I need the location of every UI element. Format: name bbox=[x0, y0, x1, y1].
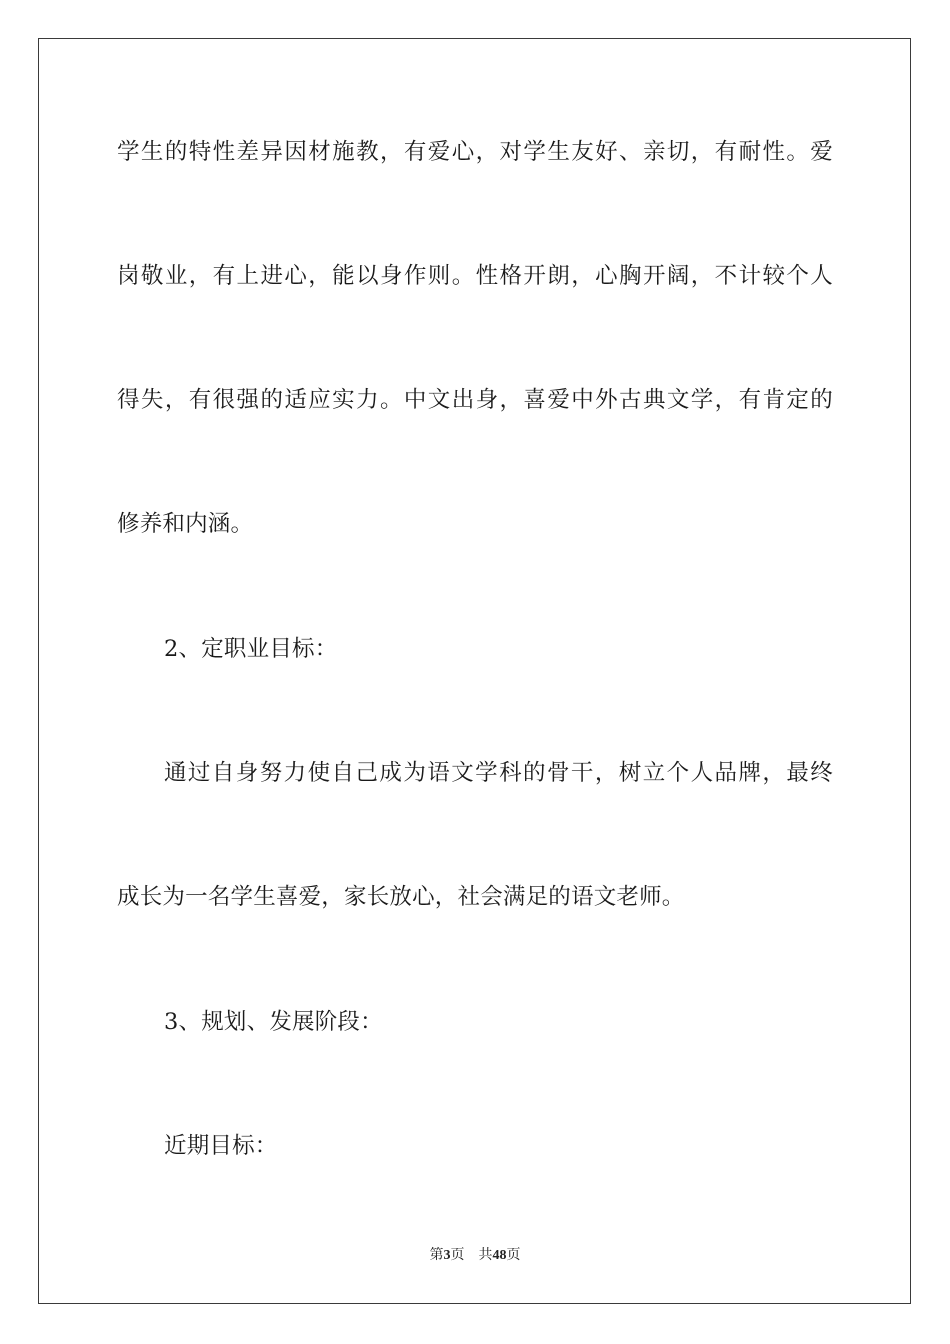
total-suffix: 页 bbox=[506, 1248, 521, 1263]
page-number: 3 bbox=[443, 1248, 451, 1263]
subsection-heading: 近期目标： bbox=[164, 1133, 278, 1159]
body-text-line: 得失，有很强的适应实力。中文出身，喜爱中外古典文学，有肯定的 bbox=[117, 387, 833, 413]
page-prefix: 第 bbox=[429, 1248, 444, 1263]
body-text-line: 学生的特性差异因材施教，有爱心，对学生友好、亲切，有耐性。爱 bbox=[117, 139, 833, 165]
section-heading: 3、规划、发展阶段： bbox=[164, 1009, 383, 1035]
body-text-line: 通过自身努力使自己成为语文学科的骨干，树立个人品牌，最终 bbox=[164, 760, 833, 786]
body-text-line: 修养和内涵。 bbox=[117, 511, 254, 537]
body-text-line: 岗敬业，有上进心，能以身作则。性格开朗，心胸开阔，不计较个人 bbox=[117, 263, 833, 289]
page-footer bbox=[0, 1246, 950, 1266]
section-heading: 2、定职业目标： bbox=[164, 636, 338, 662]
page-suffix: 页 bbox=[450, 1248, 465, 1263]
page-border bbox=[38, 38, 911, 1304]
body-text-line: 成长为一名学生喜爱，家长放心，社会满足的语文老师。 bbox=[117, 884, 685, 910]
total-prefix: 共 bbox=[478, 1248, 493, 1263]
page-total: 48 bbox=[492, 1248, 507, 1263]
